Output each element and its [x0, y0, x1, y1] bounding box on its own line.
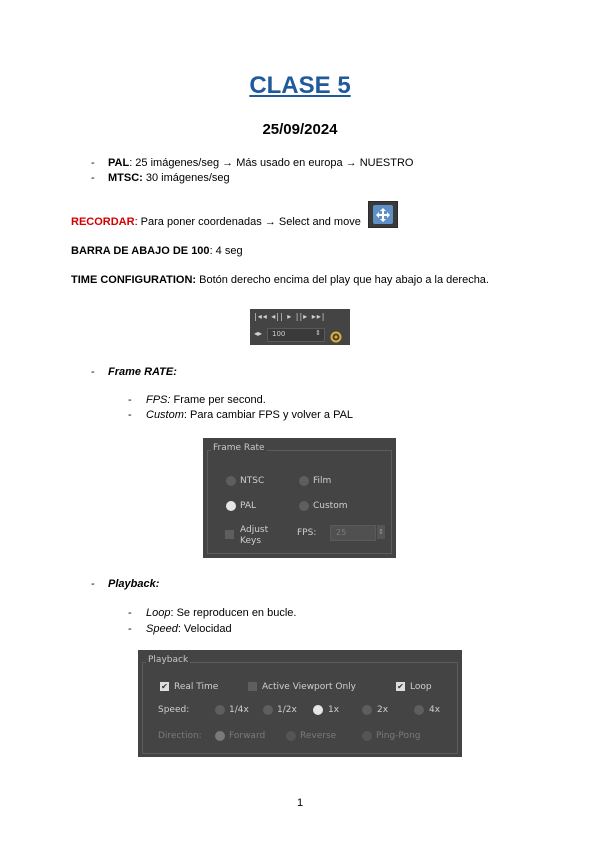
bullet-dash: -	[128, 607, 132, 619]
ping-pong-label: Ping-Pong	[376, 731, 421, 741]
radio-custom-label: Custom	[313, 501, 348, 511]
active-viewport-label: Active Viewport Only	[262, 682, 356, 692]
bullet-dash: -	[91, 172, 95, 184]
speed-4x-label: 4x	[429, 705, 441, 715]
radio-speed-2x[interactable]	[362, 705, 372, 715]
speed-1x-label: 1x	[328, 705, 340, 715]
select-and-move-icon	[368, 201, 398, 228]
frame-spinner-icon: ◂▸	[254, 329, 263, 338]
fps-spinner-icon[interactable]: ⇕	[377, 525, 385, 539]
bullet-dash: -	[91, 578, 95, 590]
real-time-checkbox[interactable]: ✔	[161, 682, 168, 691]
page-number: 1	[296, 797, 304, 809]
speed-half-label: 1/2x	[277, 705, 297, 715]
playback-controls-icon: |◂◂ ◂|| ▸ ||▸ ▸▸|	[254, 312, 326, 321]
page-title: CLASE 5	[249, 72, 351, 99]
time-config-line: TIME CONFIGURATION: Botón derecho encima del play que hay abajo a la derecha.	[71, 274, 489, 286]
radio-speed-half[interactable]	[263, 705, 273, 715]
bullet-dash: -	[128, 394, 132, 406]
reverse-label: Reverse	[300, 731, 337, 741]
page-date: 25/09/2024	[262, 121, 338, 138]
bullet-dash: -	[128, 623, 132, 635]
frame-rate-heading: Frame RATE:	[108, 366, 177, 378]
bullet-mtsc: MTSC: 30 imágenes/seg	[108, 172, 230, 184]
loop-label: Loop	[410, 682, 432, 692]
radio-film[interactable]	[299, 476, 309, 486]
radio-pal[interactable]	[226, 501, 236, 511]
playback-item-loop: Loop: Se reproducen en bucle.	[146, 607, 297, 619]
remember-line: RECORDAR: Para poner coordenadas → Select and move	[71, 216, 361, 228]
playback-item-speed: Speed: Velocidad	[146, 623, 232, 635]
bullet-dash: -	[91, 157, 95, 169]
frame-rate-item-custom: Custom: Para cambiar FPS y volver a PAL	[146, 409, 354, 421]
radio-speed-quarter[interactable]	[215, 705, 225, 715]
forward-label: Forward	[229, 731, 266, 741]
direction-label: Direction:	[158, 731, 202, 741]
frame-rate-panel-title: Frame Rate	[213, 443, 265, 453]
adjust-keys-label: Adjust Keys	[240, 525, 269, 546]
speed-2x-label: 2x	[377, 705, 389, 715]
frame-field: 100 ⇕	[267, 328, 325, 342]
adjust-keys-checkbox[interactable]	[225, 530, 234, 539]
active-viewport-checkbox[interactable]	[248, 682, 257, 691]
bullet-dash: -	[91, 366, 95, 378]
frame-rate-panel	[203, 438, 396, 558]
bar-line: BARRA DE ABAJO DE 100: 4 seg	[71, 245, 243, 257]
radio-speed-4x[interactable]	[414, 705, 424, 715]
radio-speed-1x[interactable]	[313, 705, 323, 715]
radio-ping-pong[interactable]	[362, 731, 372, 741]
bullet-dash: -	[128, 409, 132, 421]
frame-rate-item-fps: FPS: Frame per second.	[146, 394, 266, 406]
fps-label: FPS:	[297, 528, 317, 538]
radio-ntsc-label: NTSC	[240, 476, 265, 486]
radio-pal-label: PAL	[240, 501, 257, 511]
radio-reverse[interactable]	[286, 731, 296, 741]
radio-forward[interactable]	[215, 731, 225, 741]
loop-checkbox[interactable]: ✔	[397, 682, 404, 691]
bullet-pal: PAL: 25 imágenes/seg → Más usado en europa → NUESTRO	[108, 157, 414, 169]
radio-custom[interactable]	[299, 501, 309, 511]
speed-label: Speed:	[158, 705, 190, 715]
playback-panel-title: Playback	[148, 655, 189, 665]
speed-quarter-label: 1/4x	[229, 705, 249, 715]
radio-film-label: Film	[313, 476, 332, 486]
playback-heading: Playback:	[108, 578, 160, 590]
time-controls-image	[250, 309, 350, 345]
real-time-label: Real Time	[174, 682, 219, 692]
time-configuration-icon	[330, 328, 342, 340]
fps-input[interactable]: 25	[330, 525, 376, 541]
radio-ntsc[interactable]	[226, 476, 236, 486]
playback-panel	[138, 650, 462, 757]
